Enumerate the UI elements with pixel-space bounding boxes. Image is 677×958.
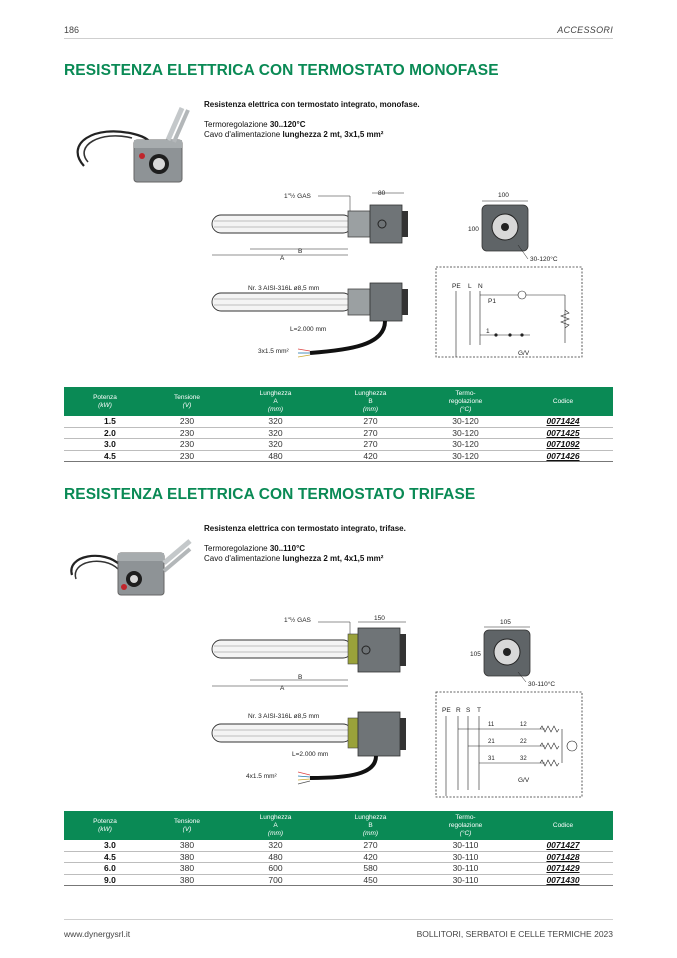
section-title-tri: RESISTENZA ELETTRICA CON TERMOSTATO TRIFASE: [64, 486, 476, 503]
table-row: 2.0 230 320 270 30-120 0071425: [64, 427, 613, 439]
wire-31-tri: 31: [488, 756, 495, 762]
cable-spec-mono: 3x1.5 mm²: [258, 348, 289, 355]
description-line2: Termoregolazione 30..120°C: [204, 119, 306, 129]
dim-box-h-tri: 105: [470, 651, 481, 658]
description-line1: Resistenza elettrica con termostato integrato, monofase.: [204, 100, 420, 109]
table-row: 3.0 230 320 270 30-120 0071092: [64, 439, 613, 451]
wire-gv-tri: G/V: [518, 777, 530, 784]
cable-length-mono: L=2.000 mm: [290, 326, 327, 333]
range-label-mono: 30-120°C: [530, 256, 558, 263]
section-label: ACCESSORI: [557, 25, 613, 35]
wire-s-tri: S: [466, 707, 471, 714]
wire-21-tri: 21: [488, 739, 495, 745]
wire-12-tri: 12: [520, 722, 527, 728]
wire-pe-mono: PE: [452, 283, 461, 290]
tube-label-tri: Nr. 3 AISI-316L ø8,5 mm: [248, 713, 320, 720]
dim-a-mono: A: [280, 255, 285, 262]
col-tensione: Tensione (V): [146, 387, 228, 416]
technical-drawing-tri: [200, 610, 620, 805]
col-lunghezza-a: Lunghezza A (mm): [228, 811, 323, 840]
col-termoregolazione: Termo- regolazione (°C): [418, 387, 513, 416]
dim-box-h-mono: 100: [468, 226, 479, 233]
dim-b-tri: B: [298, 674, 303, 681]
range-label-tri: 30-110°C: [528, 681, 556, 688]
wire-t-tri: T: [477, 707, 481, 714]
product-photo-tri: [64, 535, 194, 605]
header-divider: [64, 38, 613, 39]
dim-gas-mono: 1"½ GAS: [284, 193, 311, 200]
table-row: 6.0 380 600 580 30-110 0071429: [64, 863, 613, 875]
description-tri: [204, 524, 406, 565]
catalog-title: BOLLITORI, SERBATOI E CELLE TERMICHE 2023: [416, 929, 613, 939]
table-row: 9.0 380 700 450 30-110 0071430: [64, 874, 613, 886]
section-title-mono: RESISTENZA ELETTRICA CON TERMOSTATO MONOFASE: [64, 62, 499, 79]
dim-gas-tri: 1"½ GAS: [284, 617, 311, 624]
wire-n-mono: N: [478, 283, 483, 290]
dim-box-w-tri: 105: [500, 619, 511, 626]
description-line3: Cavo d'alimentazione lunghezza 2 mt, 4x1,5 mm²: [204, 554, 384, 563]
dim-box-w-mono: 100: [498, 192, 509, 199]
spec-table-mono: [64, 387, 613, 462]
col-termoregolazione: Termo- regolazione (°C): [418, 811, 513, 840]
page-number: 186: [64, 25, 80, 35]
wire-gv-mono: G/V: [518, 350, 530, 357]
table-row: 4.5 230 480 420 30-120 0071426: [64, 450, 613, 462]
description-line2: Termoregolazione 30..110°C: [204, 543, 306, 553]
dim-b-mono: B: [298, 248, 303, 255]
description-line3: Cavo d'alimentazione lunghezza 2 mt, 3x1,5 mm²: [204, 130, 384, 139]
dim-a-tri: A: [280, 685, 285, 692]
col-tensione: Tensione (V): [146, 811, 228, 840]
col-lunghezza-b: Lunghezza B (mm): [323, 811, 418, 840]
table-row: 1.5 230 320 270 30-120 0071424: [64, 416, 613, 427]
col-potenza: Potenza (kW): [64, 811, 146, 840]
table-row: 4.5 380 480 420 30-110 0071428: [64, 851, 613, 863]
col-potenza: Potenza (kW): [64, 387, 146, 416]
wire-p1-mono: P1: [488, 298, 496, 305]
cable-length-tri: L=2.000 mm: [292, 751, 329, 758]
col-lunghezza-b: Lunghezza B (mm): [323, 387, 418, 416]
wire-22-tri: 22: [520, 739, 527, 745]
footer-divider: [64, 919, 613, 920]
col-codice: Codice: [513, 811, 613, 840]
wire-1-mono: 1: [486, 328, 490, 335]
wire-32-tri: 32: [520, 756, 527, 762]
col-lunghezza-a: Lunghezza A (mm): [228, 387, 323, 416]
wire-l-mono: L: [468, 283, 472, 290]
dim-head-mono: 80: [378, 190, 386, 197]
table-row: 3.0 380 320 270 30-110 0071427: [64, 840, 613, 851]
tube-label-mono: Nr. 3 AISI-316L ø8,5 mm: [248, 285, 320, 292]
cable-spec-tri: 4x1.5 mm²: [246, 773, 277, 780]
wire-r-tri: R: [456, 707, 461, 714]
wire-11-tri: 11: [488, 722, 495, 728]
col-codice: Codice: [513, 387, 613, 416]
website-link[interactable]: www.dynergysrl.it: [64, 929, 131, 939]
spec-table-tri: [64, 811, 613, 886]
technical-drawing-mono: [200, 185, 620, 375]
description-line1: Resistenza elettrica con termostato integrato, trifase.: [204, 524, 406, 533]
dim-head-tri: 150: [374, 615, 385, 622]
description-mono: [204, 100, 420, 141]
product-photo-mono: [64, 104, 194, 194]
wire-pe-tri: PE: [442, 707, 451, 714]
